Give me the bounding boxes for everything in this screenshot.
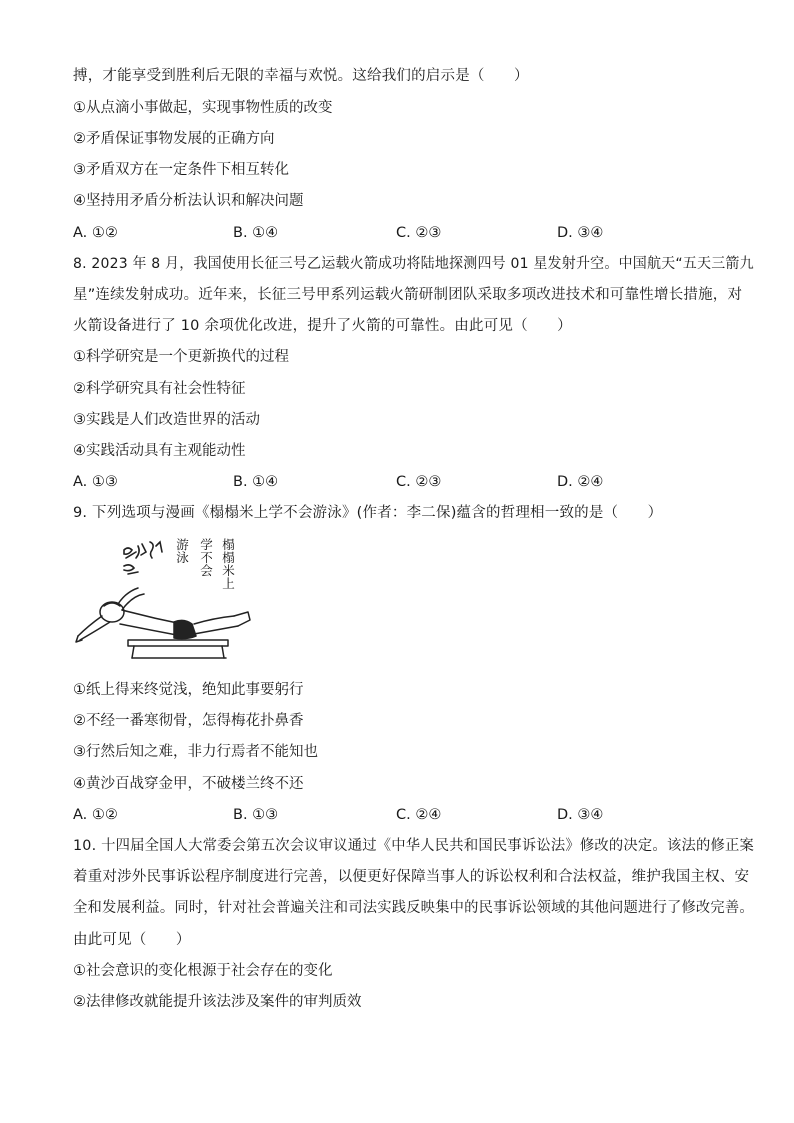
q7-option-d: D. ③④ bbox=[557, 225, 604, 241]
q8-option-b: B. ①④ bbox=[233, 474, 279, 490]
q9-option-b: B. ①③ bbox=[233, 807, 279, 823]
q9-item-1: ①纸上得来终觉浅，绝知此事要躬行 bbox=[73, 682, 304, 698]
cartoon-caption-col-3: 榻榻米上 bbox=[222, 537, 235, 591]
q9-item-2: ②不经一番寒彻骨，怎得梅花扑鼻香 bbox=[73, 713, 304, 729]
q9-item-4: ④黄沙百战穿金甲，不破楼兰终不还 bbox=[73, 776, 304, 792]
q10-stem-line-2: 着重对涉外民事诉讼程序制度进行完善，以便更好保障当事人的诉讼权利和合法权益，维护我国主权、安 bbox=[73, 869, 750, 885]
q7-stem-continuation: 搏，才能享受到胜利后无限的幸福与欢悦。这给我们的启示是（ ） bbox=[73, 68, 529, 84]
q10-stem-line-1: 10. 十四届全国人大常委会第五次会议审议通过《中华人民共和国民事诉讼法》修改的决定。该法的修正案 bbox=[73, 838, 754, 854]
q7-option-c: C. ②③ bbox=[396, 225, 442, 241]
q7-option-b: B. ①④ bbox=[233, 225, 279, 241]
q7-item-2: ②矛盾保证事物发展的正确方向 bbox=[73, 131, 275, 147]
q9-item-3: ③行然后知之难，非力行焉者不能知也 bbox=[73, 744, 318, 760]
q8-item-4: ④实践活动具有主观能动性 bbox=[73, 443, 246, 459]
q9-option-c: C. ②④ bbox=[396, 807, 442, 823]
q8-stem-line-3: 火箭设备进行了 10 余项优化改进，提升了火箭的可靠性。由此可见（ ） bbox=[73, 318, 572, 334]
q8-item-1: ①科学研究是一个更新换代的过程 bbox=[73, 349, 289, 365]
q7-item-1: ①从点滴小事做起，实现事物性质的改变 bbox=[73, 100, 333, 116]
q10-item-1: ①社会意识的变化根源于社会存在的变化 bbox=[73, 963, 333, 979]
q10-item-2: ②法律修改就能提升该法涉及案件的审判质效 bbox=[73, 994, 362, 1010]
q9-stem: 9. 下列选项与漫画《榻榻米上学不会游泳》(作者：李二保)蕴含的哲理相一致的是（ ） bbox=[73, 505, 663, 521]
q7-item-3: ③矛盾双方在一定条件下相互转化 bbox=[73, 162, 289, 178]
q8-option-a: A. ①③ bbox=[73, 474, 118, 490]
q10-stem-line-3: 全和发展利益。同时，针对社会普遍关注和司法实践反映集中的民事诉讼领域的其他问题进行了修改完善。 bbox=[73, 900, 754, 916]
cartoon-caption-col-2: 学不会 bbox=[200, 537, 213, 578]
q8-item-3: ③实践是人们改造世界的活动 bbox=[73, 412, 260, 428]
cartoon-caption-col-1: 游泳 bbox=[176, 537, 189, 565]
q8-stem-line-2: 星”连续发射成功。近年来，长征三号甲系列运载火箭研制团队采取多项改进技术和可靠性增长措施，对 bbox=[73, 287, 743, 303]
q9-option-d: D. ③④ bbox=[557, 807, 604, 823]
cartoon-tatami-swimming bbox=[70, 530, 260, 670]
q10-stem-line-4: 由此可见（ ） bbox=[73, 932, 191, 948]
q7-option-a: A. ①② bbox=[73, 225, 118, 241]
q8-option-d: D. ②④ bbox=[557, 474, 604, 490]
q8-option-c: C. ②③ bbox=[396, 474, 442, 490]
q7-item-4: ④坚持用矛盾分析法认识和解决问题 bbox=[73, 193, 304, 209]
q8-item-2: ②科学研究具有社会性特征 bbox=[73, 381, 246, 397]
q9-option-a: A. ①② bbox=[73, 807, 118, 823]
q8-stem-line-1: 8. 2023 年 8 月，我国使用长征三号乙运载火箭成功将陆地探测四号 01 星发射升空。中国航天“五天三箭九 bbox=[73, 256, 754, 272]
